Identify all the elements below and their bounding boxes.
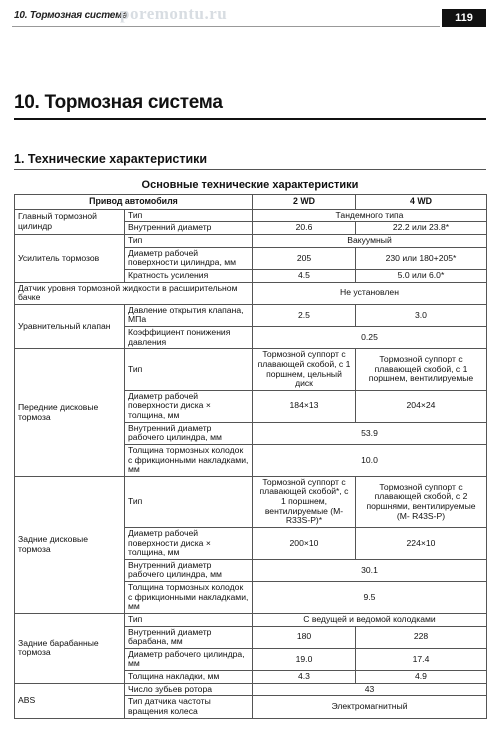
chapter-title: 10. Тормозная система <box>14 92 223 113</box>
row-label-rear-drum: Задние барабанные тормоза <box>15 613 125 683</box>
row-label-fluid-sensor: Датчик уровня тормозной жидкости в расширительном бачке <box>15 282 253 304</box>
param-label: Тип <box>125 235 253 248</box>
header-4wd: 4 WD <box>356 195 487 210</box>
value-merged: 43 <box>253 683 487 696</box>
value-4wd: 22.2 или 23.8* <box>356 222 487 235</box>
value-merged: Тандемного типа <box>253 209 487 222</box>
value-4wd: Тормозной суппорт с плавающей скобой, с 2 поршнями, вентилируемые (M- R43S-P) <box>356 476 487 527</box>
param-label: Диаметр рабочего цилиндра, мм <box>125 648 253 670</box>
value-2wd: 2.5 <box>253 304 356 326</box>
running-title: 10. Тормозная система <box>14 10 128 21</box>
value-merged: 9.5 <box>253 582 487 614</box>
value-2wd: Тормозной суппорт с плавающей скобой, с 1 поршнем, цельный диск <box>253 349 356 391</box>
param-label: Внутренний диаметр рабочего цилиндра, мм <box>125 422 253 444</box>
row-label-booster: Усилитель тормозов <box>15 235 125 283</box>
value-2wd: Тормозной суппорт с плавающей скобой*, с 1 поршнем, вентилируемые (M- R33S-P)* <box>253 476 356 527</box>
page-number: 119 <box>442 9 486 27</box>
value-2wd: 200×10 <box>253 527 356 559</box>
param-label: Толщина тормозных колодок с фрикционными накладками, мм <box>125 444 253 476</box>
value-4wd: 4.9 <box>356 671 487 684</box>
param-label: Тип <box>125 476 253 527</box>
row-label-valve: Уравнительный клапан <box>15 304 125 349</box>
table-row <box>15 209 487 222</box>
param-label: Коэффициент понижения давления <box>125 327 253 349</box>
header-drive: Привод автомобиля <box>15 195 253 210</box>
table-row <box>15 476 487 527</box>
table-title: Основные технические характеристики <box>141 179 359 191</box>
header-2wd: 2 WD <box>253 195 356 210</box>
param-label: Внутренний диаметр рабочего цилиндра, мм <box>125 559 253 581</box>
value-2wd: 4.5 <box>253 269 356 282</box>
param-label: Тип <box>125 209 253 222</box>
value-4wd: 3.0 <box>356 304 487 326</box>
param-label: Диаметр рабочей поверхности цилиндра, мм <box>125 247 253 269</box>
param-label: Диаметр рабочей поверхности диска × толщина, мм <box>125 390 253 422</box>
param-label: Тип <box>125 349 253 391</box>
param-label: Тип датчика частоты вращения колеса <box>125 696 253 718</box>
table-row <box>15 613 487 626</box>
value-merged: Электромагнитный <box>253 696 487 718</box>
param-label: Внутренний диаметр <box>125 222 253 235</box>
param-label: Давление открытия клапана, МПа <box>125 304 253 326</box>
value-merged: Не установлен <box>253 282 487 304</box>
table-row <box>15 349 487 391</box>
param-label: Внутренний диаметр барабана, мм <box>125 626 253 648</box>
table-row <box>15 235 487 248</box>
table-row <box>15 282 487 304</box>
value-2wd: 180 <box>253 626 356 648</box>
watermark: poremontu.ru <box>120 4 228 23</box>
value-4wd: 228 <box>356 626 487 648</box>
value-4wd: 224×10 <box>356 527 487 559</box>
value-merged: Вакуумный <box>253 235 487 248</box>
value-merged: С ведущей и ведомой колодками <box>253 613 487 626</box>
value-merged: 10.0 <box>253 444 487 476</box>
row-label-master-cylinder: Главный тормозной цилиндр <box>15 209 125 234</box>
spec-table <box>14 194 487 719</box>
value-2wd: 19.0 <box>253 648 356 670</box>
value-4wd: 204×24 <box>356 390 487 422</box>
value-merged: 0.25 <box>253 327 487 349</box>
row-label-abs: ABS <box>15 683 125 718</box>
row-label-front-disc: Передние дисковые тормоза <box>15 349 125 477</box>
param-label: Толщина тормозных колодок с фрикционными накладками, мм <box>125 582 253 614</box>
value-4wd: Тормозной суппорт с плавающей скобой, с 1 поршнем, вентилируемые <box>356 349 487 391</box>
param-label: Диаметр рабочей поверхности диска × толщина, мм <box>125 527 253 559</box>
row-label-rear-disc: Задние дисковые тормоза <box>15 476 125 613</box>
table-header-row <box>15 195 487 210</box>
table-row <box>15 683 487 696</box>
param-label: Тип <box>125 613 253 626</box>
section-title: 1. Технические характеристики <box>14 152 208 166</box>
value-2wd: 4.3 <box>253 671 356 684</box>
page-header <box>0 4 500 24</box>
value-2wd: 205 <box>253 247 356 269</box>
section-rule <box>14 169 486 170</box>
value-4wd: 17.4 <box>356 648 487 670</box>
value-2wd: 20.6 <box>253 222 356 235</box>
param-label: Толщина накладки, мм <box>125 671 253 684</box>
param-label: Число зубьев ротора <box>125 683 253 696</box>
value-4wd: 5.0 или 6.0* <box>356 269 487 282</box>
param-label: Кратность усиления <box>125 269 253 282</box>
value-2wd: 184×13 <box>253 390 356 422</box>
value-merged: 30.1 <box>253 559 487 581</box>
value-merged: 53.9 <box>253 422 487 444</box>
value-4wd: 230 или 180+205* <box>356 247 487 269</box>
chapter-rule <box>14 118 486 120</box>
table-row <box>15 304 487 326</box>
